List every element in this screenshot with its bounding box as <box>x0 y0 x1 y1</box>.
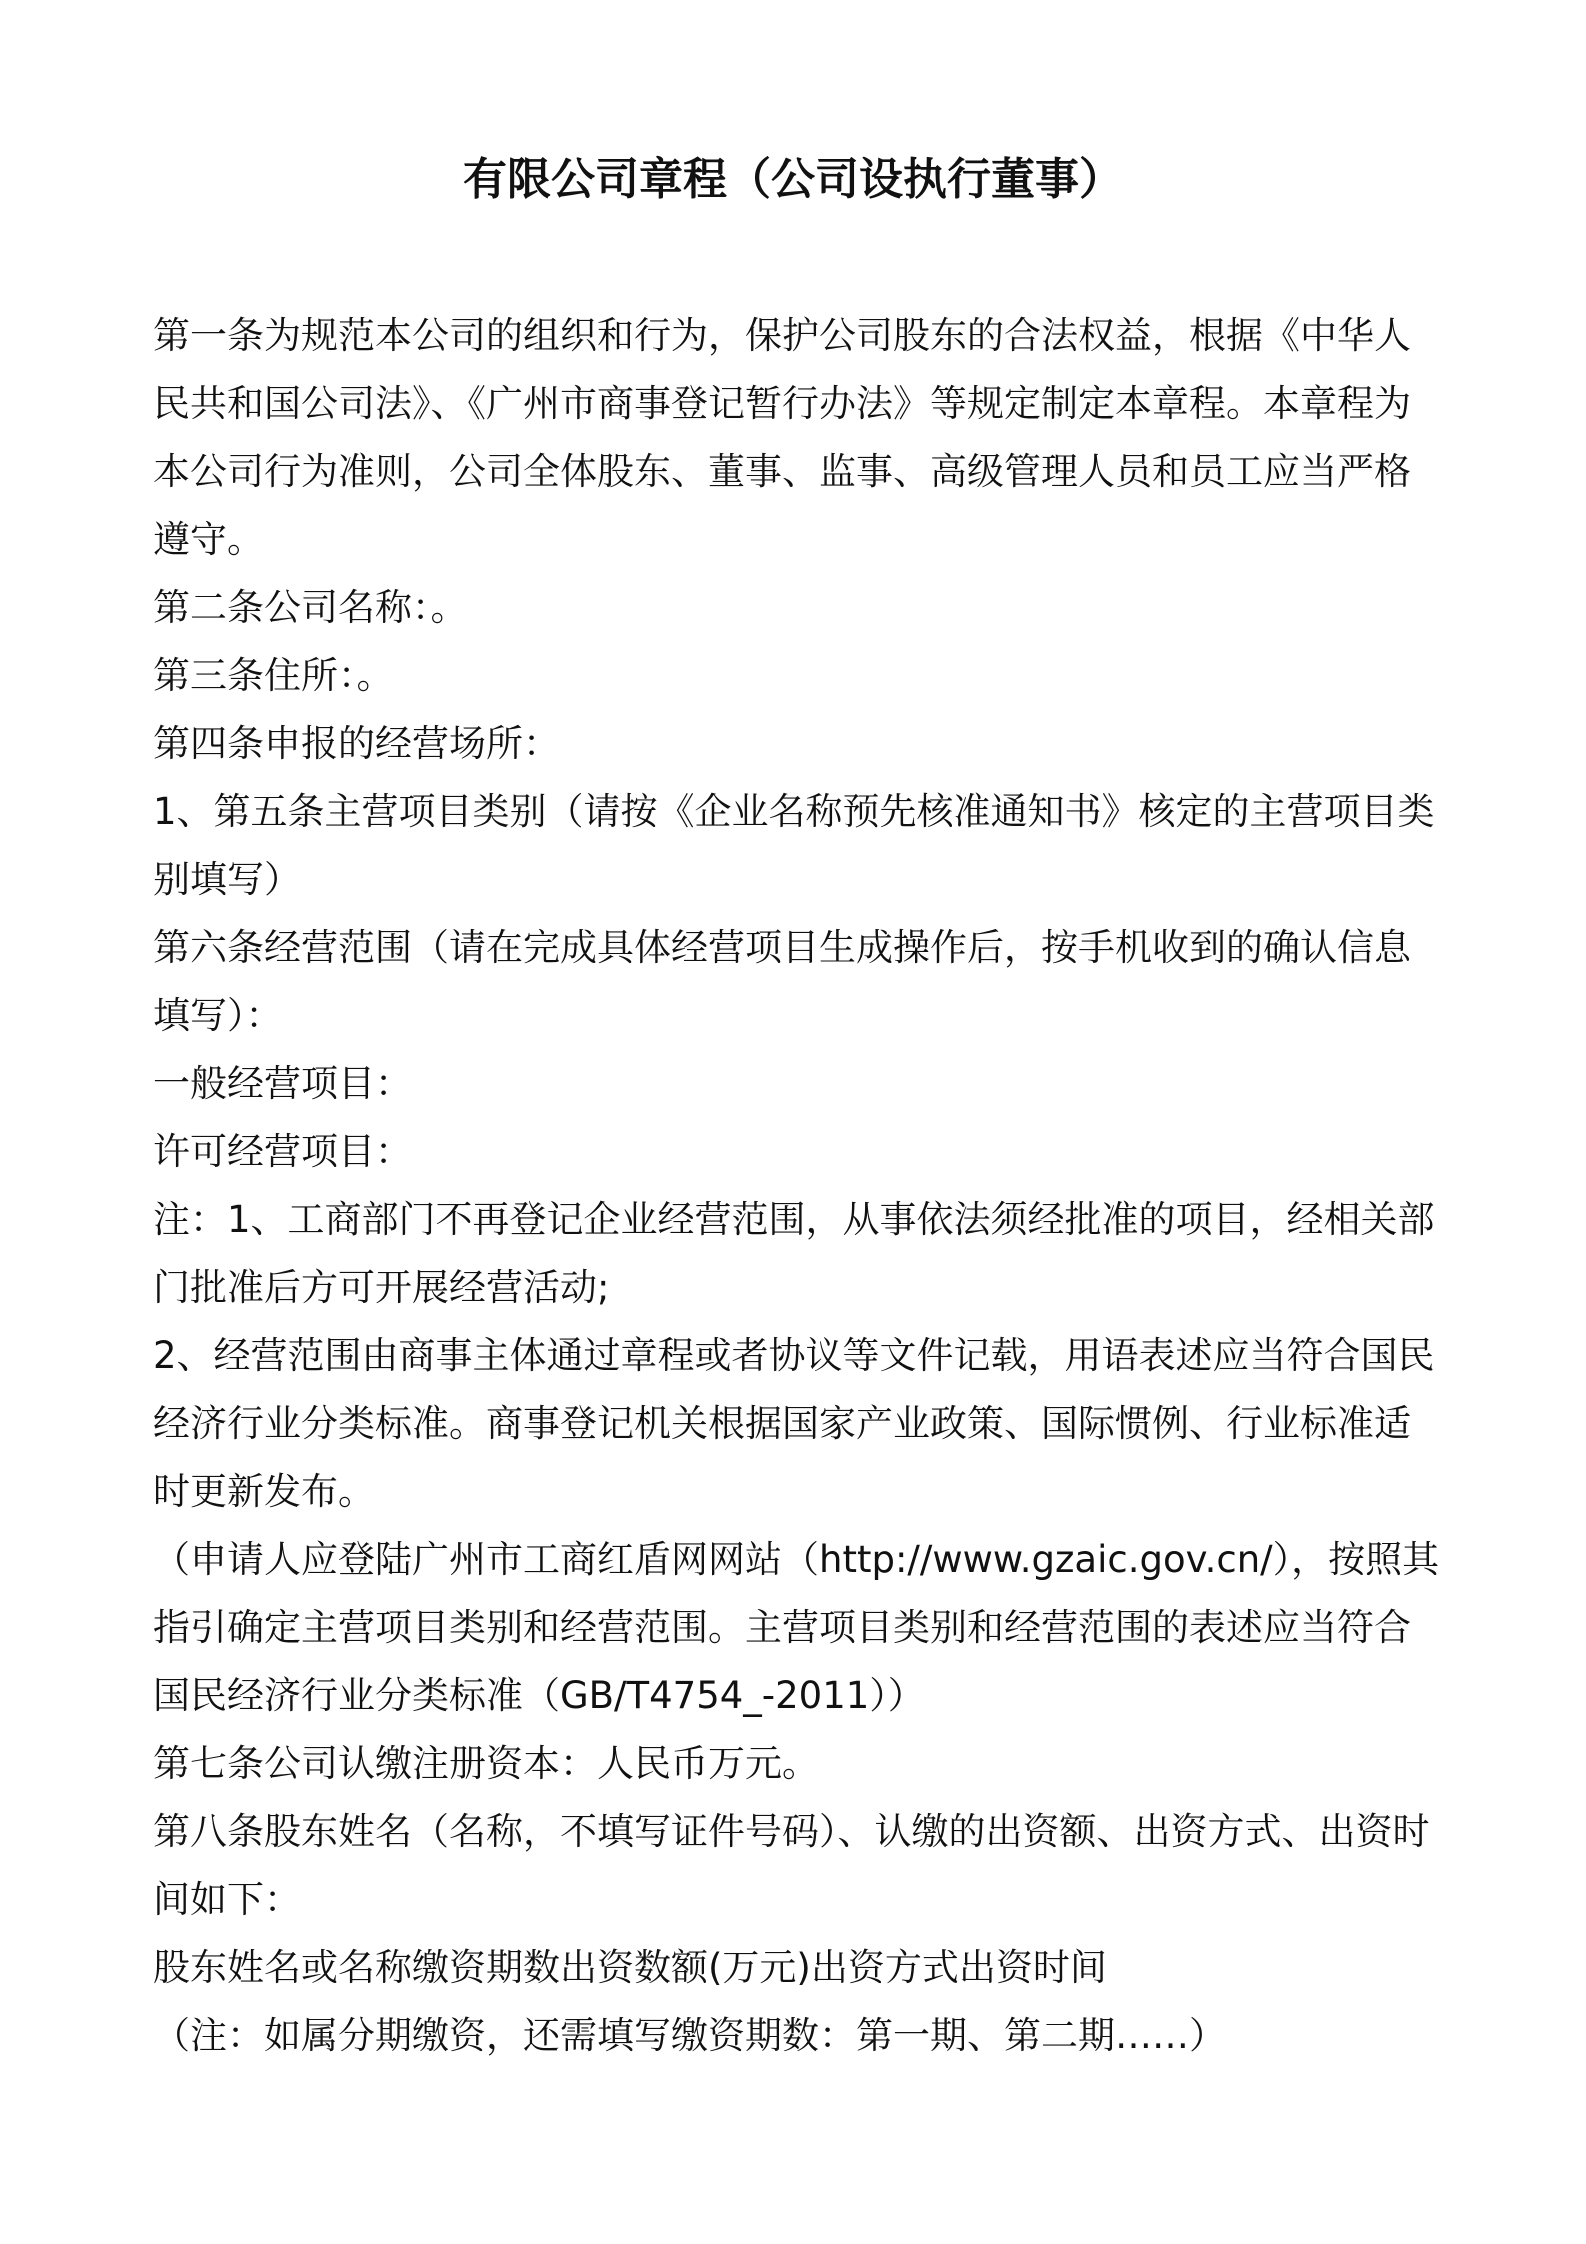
general-business-items: 一般经营项目： <box>153 1062 412 1105</box>
article-6-paragraph: 第六条经营范围（请在完成具体经营项目生成操作后，按手机收到的确认信息填写）： <box>153 926 1411 1037</box>
note-2-paragraph: 2、经营范围由商事主体通过章程或者协议等文件记载，用语表述应当符合国民经济行业分类标准。商事登记机关根据国家产业政策、国际惯例、行业标准适时更新发布。 <box>153 1334 1435 1513</box>
installment-note-paragraph: （注：如属分期缴资，还需填写缴资期数：第一期、第二期……） <box>153 2014 1226 2057</box>
note-1-paragraph: 注：1、工商部门不再登记企业经营范围，从事依法须经批准的项目，经相关部门批准后方可开展经营活动; <box>153 1198 1435 1309</box>
article-3-paragraph: 第三条住所：。 <box>153 654 394 697</box>
article-1-paragraph: 第一条为规范本公司的组织和行为，保护公司股东的合法权益，根据《中华人民共和国公司法》、《广州市商事登记暂行办法》等规定制定本章程。本章程为本公司行为准则，公司全体股东、董事、监事、高级管理人员和员工应当严格遵守。 <box>153 314 1411 561</box>
article-7-paragraph: 第七条公司认缴注册资本：人民币万元。 <box>153 1742 819 1785</box>
article-4-paragraph: 第四条申报的经营场所： <box>153 722 560 765</box>
article-5-paragraph: 1、第五条主营项目类别（请按《企业名称预先核准通知书》核定的主营项目类别填写） <box>153 790 1435 901</box>
document-title: 有限公司章程（公司设执行董事） <box>463 154 1123 205</box>
document-body <box>153 302 1443 2070</box>
shareholder-table-header: 股东姓名或名称缴资期数出资数额(万元)出资方式出资时间 <box>153 1946 1107 1989</box>
article-8-paragraph: 第八条股东姓名（名称，不填写证件号码）、认缴的出资额、出资方式、出资时间如下： <box>153 1810 1430 1921</box>
licensed-business-items: 许可经营项目： <box>153 1130 412 1173</box>
article-2-paragraph: 第二条公司名称：。 <box>153 586 468 629</box>
applicant-guidance-paragraph: （申请人应登陆广州市工商红盾网网站（http://www.gzaic.gov.cn/），按照其指引确定主营项目类别和经营范围。主营项目类别和经营范围的表述应当符合国民经济行业分类标准（GB/T4754_-2011）） <box>153 1538 1440 1717</box>
